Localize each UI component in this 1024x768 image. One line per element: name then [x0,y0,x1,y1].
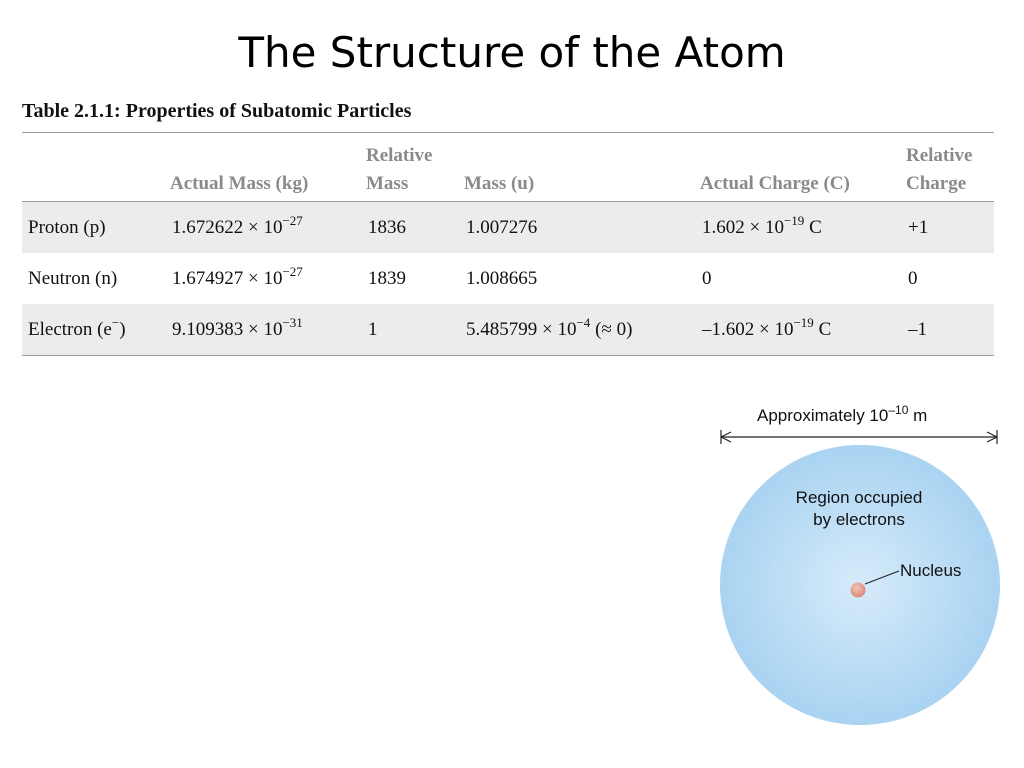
header-actual-mass: Actual Mass (kg) [164,167,360,202]
header-relative-mass: Mass [360,167,458,202]
atom-diagram-svg [700,395,1020,735]
mass-u-cell: 1.008665 [466,267,538,289]
table-row-neutron [22,253,994,304]
scale-label: Approximately $10^{-10}$ m [757,403,928,425]
particle-table [22,132,994,356]
table-row-proton [22,202,994,254]
scale-arrow [721,430,997,444]
header-cell [458,133,694,168]
relative-mass-cell: 1 [360,304,458,356]
actual-mass-cell: $1.672622 \times 10^{-27}$ [164,202,360,254]
actual-mass-cell: $9.109383 \times 10^{-31}$ [164,304,360,356]
particle-name: Proton (p) [22,202,164,254]
actual-mass-cell: $1.674927 \times 10^{-27}$ [172,263,303,289]
actual-charge-cell: $1.602 \times 10^{-19}$ C [694,202,900,254]
relative-charge-cell: +1 [900,202,994,254]
relative-mass-cell: 1836 [360,202,458,254]
actual-charge-cell: 0 [702,267,712,289]
header-cell [164,133,360,168]
relative-charge-cell: 0 [908,267,918,289]
relative-charge-cell: –1 [900,304,994,356]
nucleus-dot [851,583,866,598]
particle-table-container [22,132,994,356]
header-cell [694,133,900,168]
actual-charge-cell: $-1.602 \times 10^{-19}$ C [694,304,900,356]
header-cell [22,133,164,168]
header-relative-charge: Charge [900,167,994,202]
electron-region-label: Region occupied by electrons [795,488,923,529]
table-header-row-1 [22,133,994,168]
particle-name: Neutron (n) [28,267,118,289]
header-cell [22,167,164,202]
atom-diagram [700,395,1020,735]
header-mass-u: Mass (u) [458,167,694,202]
table-row-electron [22,304,994,356]
header-actual-charge: Actual Charge (C) [694,167,900,202]
particle-name: Electron (e−) [22,304,164,356]
table-header-row-2 [22,167,994,202]
mass-u-cell: $5.485799 \times 10^{-4}$ (≈ 0) [458,304,694,356]
header-cell: Relative [360,133,458,168]
relative-mass-cell: 1839 [368,267,406,289]
mass-u-cell: 1.007276 [458,202,694,254]
slide-title: The Structure of the Atom [238,28,786,77]
table-caption: Table 2.1.1: Properties of Subatomic Particles [22,100,412,122]
nucleus-label: Nucleus [900,561,962,580]
header-cell: Relative [900,133,994,168]
